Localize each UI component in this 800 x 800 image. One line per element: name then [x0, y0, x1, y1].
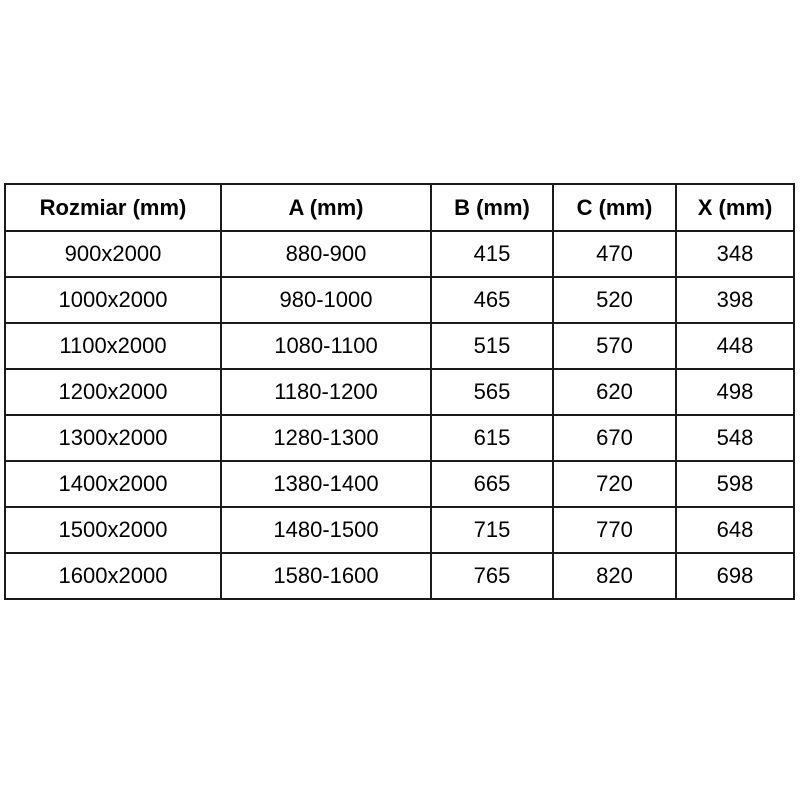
header-cell-b: B (mm) [431, 184, 553, 231]
table-cell: 698 [676, 553, 794, 599]
table-cell: 448 [676, 323, 794, 369]
table-row [5, 507, 794, 553]
header-row [5, 184, 794, 231]
table-cell: 720 [553, 461, 676, 507]
table-cell: 670 [553, 415, 676, 461]
table-cell: 1500x2000 [5, 507, 221, 553]
table-row [5, 323, 794, 369]
table-cell: 470 [553, 231, 676, 277]
table-cell: 465 [431, 277, 553, 323]
table-cell: 520 [553, 277, 676, 323]
table-cell: 1300x2000 [5, 415, 221, 461]
table-cell: 1180-1200 [221, 369, 431, 415]
table-cell: 415 [431, 231, 553, 277]
table-cell: 615 [431, 415, 553, 461]
table-cell: 715 [431, 507, 553, 553]
table-cell: 1080-1100 [221, 323, 431, 369]
table-cell: 1100x2000 [5, 323, 221, 369]
table-cell: 770 [553, 507, 676, 553]
header-cell-a: A (mm) [221, 184, 431, 231]
table-cell: 820 [553, 553, 676, 599]
table-cell: 1280-1300 [221, 415, 431, 461]
dimensions-table [4, 183, 795, 600]
table-cell: 598 [676, 461, 794, 507]
table-row [5, 461, 794, 507]
table-cell: 1580-1600 [221, 553, 431, 599]
table-cell: 620 [553, 369, 676, 415]
table-row [5, 369, 794, 415]
header-cell-x: X (mm) [676, 184, 794, 231]
table-cell: 648 [676, 507, 794, 553]
table-row [5, 231, 794, 277]
table-cell: 348 [676, 231, 794, 277]
table-cell: 565 [431, 369, 553, 415]
table-cell: 1480-1500 [221, 507, 431, 553]
table-row [5, 277, 794, 323]
table-cell: 1400x2000 [5, 461, 221, 507]
table-cell: 1600x2000 [5, 553, 221, 599]
table-row [5, 415, 794, 461]
table-cell: 1200x2000 [5, 369, 221, 415]
table-cell: 880-900 [221, 231, 431, 277]
table-cell: 765 [431, 553, 553, 599]
table-cell: 398 [676, 277, 794, 323]
table-cell: 1380-1400 [221, 461, 431, 507]
table-body [5, 231, 794, 599]
table-row [5, 553, 794, 599]
table-cell: 570 [553, 323, 676, 369]
header-cell-c: C (mm) [553, 184, 676, 231]
table-cell: 1000x2000 [5, 277, 221, 323]
header-cell-rozmiar: Rozmiar (mm) [5, 184, 221, 231]
table-cell: 515 [431, 323, 553, 369]
table-cell: 665 [431, 461, 553, 507]
table-cell: 548 [676, 415, 794, 461]
table-cell: 980-1000 [221, 277, 431, 323]
table-cell: 498 [676, 369, 794, 415]
table-cell: 900x2000 [5, 231, 221, 277]
